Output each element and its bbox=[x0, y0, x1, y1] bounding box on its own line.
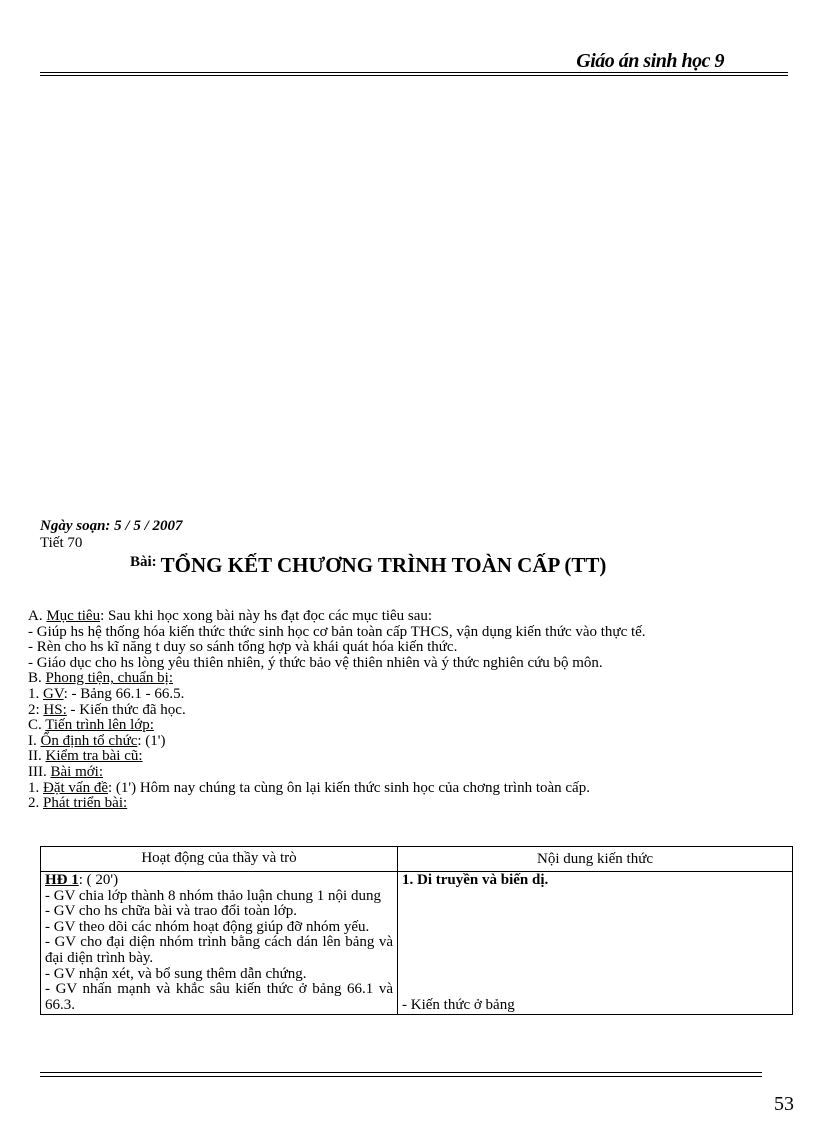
header-title: Giáo án sinh học 9 bbox=[576, 50, 724, 72]
content-heading: 1. Di truyền và biến dị. bbox=[402, 872, 549, 888]
process-heading: C. Tiến trình lên lớp: bbox=[28, 717, 154, 734]
lesson-title-main: TỔNG KẾT CHƯƠNG TRÌNH TOÀN CẤP (TT) bbox=[160, 553, 607, 577]
objective-item: - Giúp hs hệ thống hóa kiến thức thức sinh học cơ bản toàn cấp THCS, vận dụng kiến thức vào thực tế. bbox=[28, 623, 646, 640]
footer-rule-bottom bbox=[40, 1076, 762, 1077]
activity-line: - GV nhấn mạnh và khắc sâu kiến thức ở bảng 66.1 và 66.3. bbox=[45, 981, 393, 1013]
header-rule-top bbox=[40, 72, 788, 73]
process-step-3: III. Bài mới: bbox=[28, 763, 104, 780]
activity-line: - GV chia lớp thành 8 nhóm thảo luận chung 1 nội dung bbox=[45, 887, 381, 904]
lesson-body bbox=[28, 609, 788, 812]
objective-item: - Rèn cho hs kĩ năng t duy so sánh tổng hợp và khái quát hóa kiến thức. bbox=[28, 639, 458, 656]
footer-rule-top bbox=[40, 1072, 762, 1073]
date-line: Ngày soạn: 5 / 5 / 2007 bbox=[40, 518, 183, 534]
objective-item: - Giáo dục cho hs lòng yêu thiên nhiên, ý thức bảo vệ thiên nhiên và ý thức nghiên cứu bộ môn. bbox=[28, 654, 603, 671]
process-step-1: I. Ổn định tổ chức: (1') bbox=[28, 732, 166, 749]
process-step-2: II. Kiểm tra bài cũ: bbox=[28, 748, 143, 765]
page-number: 53 bbox=[774, 1093, 794, 1115]
table-header-content: Nội dung kiến thức bbox=[398, 847, 793, 872]
header-rule-bottom bbox=[40, 75, 788, 76]
preparation-gv: 1. GV: - Bảng 66.1 - 66.5. bbox=[28, 685, 185, 702]
lesson-title-prefix: Bài: bbox=[130, 554, 157, 570]
preparation-heading: B. Phong tiện, chuẩn bị: bbox=[28, 670, 174, 687]
objectives-line: A. Mục tiêu: Sau khi học xong bài này hs đạt đọc các mục tiêu sau: bbox=[28, 608, 433, 624]
lesson-number: Tiết 70 bbox=[40, 535, 83, 551]
activity-line: - GV theo dõi các nhóm hoạt động giúp đỡ nhóm yếu. bbox=[45, 918, 370, 935]
content-note: - Kiến thức ở bảng bbox=[402, 996, 515, 1013]
activity-line: - GV cho hs chữa bài và trao đổi toàn lớp. bbox=[45, 903, 297, 920]
objectives-heading: Mục tiêu bbox=[46, 608, 101, 624]
activity-line: - GV cho đại diện nhóm trình bằng cách dán lên bảng và đại diện trình bày. bbox=[45, 934, 393, 966]
table-header-row bbox=[41, 847, 793, 872]
activity-title: HĐ 1: ( 20') bbox=[45, 872, 119, 888]
preparation-hs: 2: HS: - Kiến thức đã học. bbox=[28, 701, 186, 718]
process-step-3-2: 2. Phát triển bài: bbox=[28, 795, 128, 812]
lesson-title bbox=[130, 553, 606, 578]
content-cell bbox=[398, 872, 793, 1015]
process-step-3-1: 1. Đặt vấn đề: (1') Hôm nay chúng ta cùng ôn lại kiến thức sinh học của chơng trình toàn cấp. bbox=[28, 779, 590, 796]
activity-table bbox=[40, 846, 793, 1015]
activity-line: - GV nhận xét, và bổ sung thêm dẫn chứng. bbox=[45, 965, 307, 982]
table-row bbox=[41, 872, 793, 1015]
activity-cell bbox=[41, 872, 398, 1015]
table-header-activity: Hoạt động của thầy và trò bbox=[41, 847, 398, 872]
